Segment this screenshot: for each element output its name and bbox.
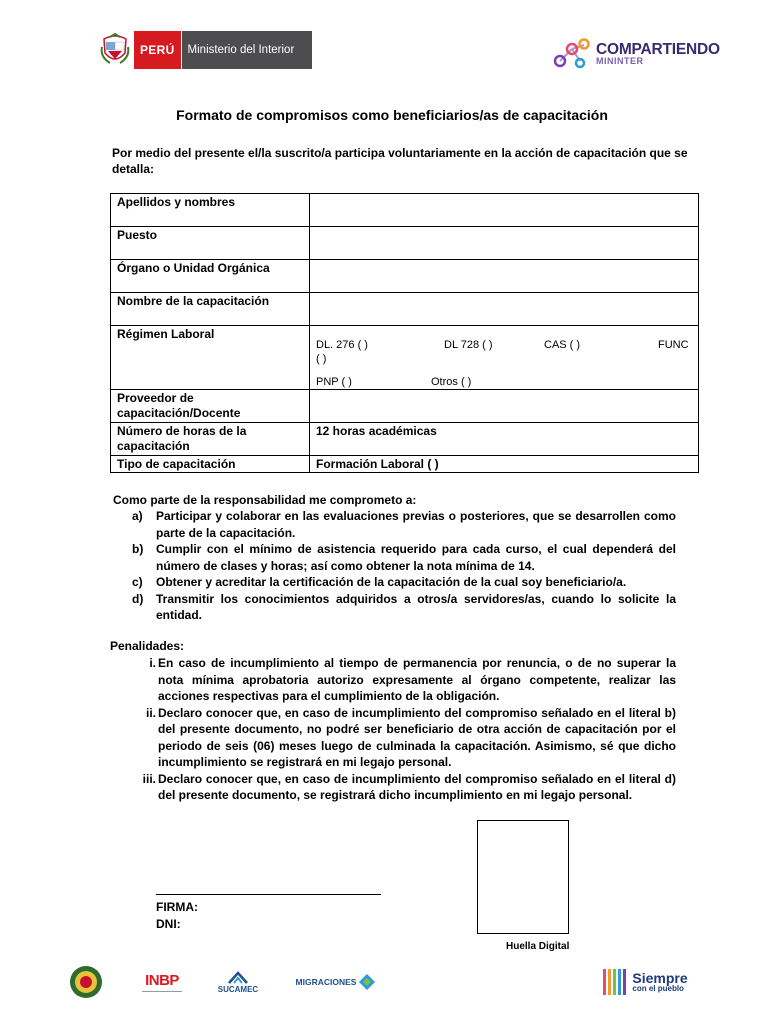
table-row xyxy=(111,293,699,326)
field-label: Puesto xyxy=(111,227,310,260)
option-dl276[interactable]: DL. 276 ( ) xyxy=(316,339,368,351)
fingerprint-box[interactable] xyxy=(477,820,569,934)
compartiendo-mininter-logo xyxy=(552,37,720,71)
option-func[interactable]: FUNC xyxy=(658,339,689,351)
list-text: Cumplir con el mínimo de asistencia requerido para cada curso, el cual dependerá del número de clases y horas; así como obtener la nota mínima de 14. xyxy=(156,542,676,573)
list-text: Obtener y acreditar la certificación de la capacitación de la cual soy beneficiario/a. xyxy=(156,575,627,589)
firma-label: FIRMA: xyxy=(156,900,198,914)
list-item xyxy=(132,591,676,624)
brand-line1: COMPARTIENDO xyxy=(596,40,720,58)
migraciones-logo xyxy=(288,960,384,1004)
inbp-text: INBP xyxy=(145,972,179,989)
option-func-paren[interactable]: ( ) xyxy=(316,353,327,365)
list-item xyxy=(132,508,676,541)
sucamec-text: SUCAMEC xyxy=(217,984,259,994)
nombre-capacitacion-field[interactable] xyxy=(310,293,699,326)
police-emblem-logo xyxy=(64,960,108,1004)
con-el-pueblo-text: con el pueblo xyxy=(632,984,684,993)
horas-field: 12 horas académicas xyxy=(310,423,699,456)
migraciones-icon xyxy=(358,973,376,991)
field-label: Órgano o Unidad Orgánica xyxy=(111,260,310,293)
field-label: Tipo de capacitación xyxy=(111,456,310,473)
sucamec-logo xyxy=(210,960,266,1004)
coat-of-arms-icon xyxy=(96,31,134,69)
participant-form-table xyxy=(110,193,699,473)
list-item xyxy=(134,655,676,705)
puesto-field[interactable] xyxy=(310,227,699,260)
table-row xyxy=(111,260,699,293)
organo-field[interactable] xyxy=(310,260,699,293)
list-text: Declaro conocer que, en caso de incumplimiento del compromiso señalado en el literal b) del presente documento, no podré ser beneficiario de otra acción de capacitación por el periodo de seis (06) meses luego de culminada la capacitación. Asimismo, sé que dicho incumplimiento se registrará en mi legajo personal. xyxy=(158,705,676,769)
option-otros[interactable]: Otros ( ) xyxy=(431,376,472,388)
list-marker: d) xyxy=(132,591,144,606)
siempre-text: Siempre xyxy=(632,970,688,986)
table-row xyxy=(111,456,699,473)
intro-paragraph: Por medio del presente el/la suscrito/a participa voluntariamente en la acción de capacitación que se detalla: xyxy=(112,146,688,176)
sucamec-icon xyxy=(227,971,249,985)
list-marker: i. xyxy=(149,656,156,670)
regimen-laboral-field xyxy=(310,326,699,390)
list-marker: iii. xyxy=(142,771,156,786)
list-marker: a) xyxy=(132,509,143,523)
list-text: Transmitir los conocimientos adquiridos a otros/a servidores/as, cuando lo solicite la entidad. xyxy=(156,591,676,622)
list-item xyxy=(132,541,676,574)
signature-line[interactable] xyxy=(156,894,381,895)
field-label: Apellidos y nombres xyxy=(111,194,310,227)
table-row xyxy=(111,423,699,456)
network-icon xyxy=(552,37,592,71)
flag-stripes-icon xyxy=(602,967,630,997)
option-cas[interactable]: CAS ( ) xyxy=(544,339,581,351)
commitments-list xyxy=(132,508,676,624)
peru-label: PERÚ xyxy=(134,31,181,69)
field-label: Régimen Laboral xyxy=(111,326,310,390)
commitments-heading: Como parte de la responsabilidad me comprometo a: xyxy=(113,493,417,507)
list-text: Participar y colaborar en las evaluaciones previas o posteriores, que se desarrollen como parte de la capacitación. xyxy=(156,509,676,540)
siempre-con-el-pueblo-logo xyxy=(600,960,690,1004)
police-emblem-icon xyxy=(68,964,104,1000)
table-row xyxy=(111,390,699,423)
list-item xyxy=(132,574,676,591)
table-row xyxy=(111,227,699,260)
list-marker: ii. xyxy=(145,705,156,720)
list-marker: b) xyxy=(132,542,144,556)
migraciones-text: MIGRACIONES xyxy=(295,977,357,987)
fingerprint-label: Huella Digital xyxy=(506,941,570,952)
penalties-heading: Penalidades: xyxy=(110,639,185,653)
table-row xyxy=(111,326,699,390)
list-text: Declaro conocer que, en caso de incumplimiento del compromiso señalado en el literal d) del presente documento, se registrará dicho incumplimiento en mi legajo personal. xyxy=(158,771,676,802)
dni-label: DNI: xyxy=(156,917,181,931)
peru-ministry-logo xyxy=(96,31,312,69)
proveedor-field[interactable] xyxy=(310,390,699,423)
option-dl728[interactable]: DL 728 ( ) xyxy=(444,339,493,351)
ministry-label: Ministerio del Interior xyxy=(182,31,312,69)
document-title: Formato de compromisos como beneficiarios/as de capacitación xyxy=(176,107,608,123)
field-label: Proveedor de capacitación/Docente xyxy=(111,390,310,423)
list-item xyxy=(134,771,676,804)
penalties-list xyxy=(134,655,676,804)
table-row xyxy=(111,194,699,227)
option-pnp[interactable]: PNP ( ) xyxy=(316,376,352,388)
field-label: Nombre de la capacitación xyxy=(111,293,310,326)
list-marker: c) xyxy=(132,575,143,589)
inbp-logo xyxy=(132,960,192,1004)
brand-line2: MININTER xyxy=(596,56,644,67)
tipo-capacitacion-field[interactable]: Formación Laboral ( ) xyxy=(310,456,699,473)
list-item xyxy=(134,705,676,771)
apellidos-nombres-field[interactable] xyxy=(310,194,699,227)
list-text: En caso de incumplimiento al tiempo de permanencia por renuncia, o de no superar la nota mínima aprobatoria autorizo expresamente al órgano competente, realizar las acciones respectivas para el cumplimiento de la obligación. xyxy=(158,656,676,703)
field-label: Número de horas de la capacitación xyxy=(111,423,310,456)
